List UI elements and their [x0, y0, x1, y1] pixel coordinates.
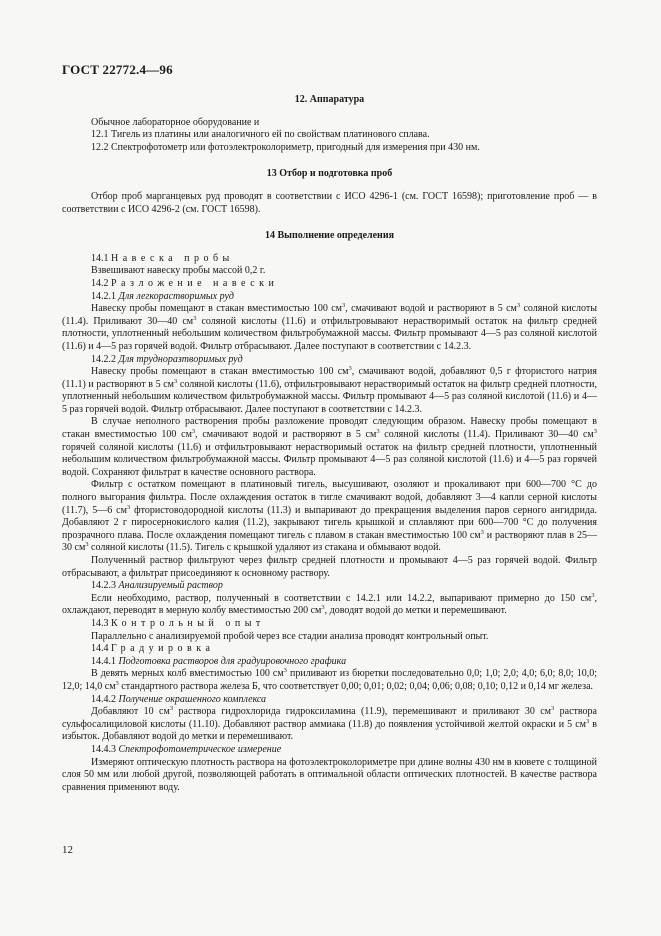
paragraph: Обычное лабораторное оборудование и [91, 116, 260, 128]
paragraph: Добавляют 10 $см^3$ раствора гидрохлорида гидроксиламина (11.9), перемешивают и приливают 30 $см^3$ раствора сульфосалициловой кислоты (11.10). Добавляют раствор аммиака (11.8) до появления устойчивой желтой окраски и 5 $см^3$ в избыток. Добавляют водой до метки и перемешивают. [62, 705, 597, 743]
section-12-title: 12. Аппаратура [294, 94, 365, 105]
subsection-heading: 14.4.1 Подготовка растворов для градуировочного графика [91, 655, 347, 667]
paragraph: В девять мерных колб вместимостью 100 $см^3$ приливают из бюретки последовательно 0,0; 1,0; 2,0; 4,0; 6,0; 8,0; 10,0; 12,0; 14,0 $см^3$ стандартного раствора железа Б, что соответствует 0,00; 0,01; 0,02; 0,04; 0,06; 0,08; 0,10; 0,12 и 0,14 мг железа. [62, 667, 597, 692]
subsection-heading: 14.2.3 Анализируемый раствор [91, 580, 223, 592]
subsection-heading: 14.4.3 Спектрофотометрическое измерение [91, 743, 282, 755]
paragraph: Фильтр с остатком помещают в платиновый тигель, высушивают, озоляют и прокаливают при 600—700 °С до полного выгорания фильтра. После охлаждения остаток в тигле смачивают водой, добавляют 3—4 капли серной кислоты (11.7), 5—6 $см^3$ фтористоводородной кислоты (11.3) и выпаривают до прекращения выделения паров серного ангидрида. Добавляют 2 г пиросернокислого калия (11.2), закрывают тигель крышкой и сплавляют при 600—700 °С до получения прозрачного плава. После охлаждения помещают тигель с плавом в стакан вместимостью 100 $см^3$ и растворяют плав в 25—30 $см^3$ соляной кислоты (11.5). Тигель с крышкой удаляют из стакана и обмывают водой. [62, 479, 597, 554]
subsection-heading: 14.1 Навеска пробы [91, 252, 234, 264]
paragraph: Навеску пробы помещают в стакан вместимостью 100 $см^3$, смачивают водой и растворяют в 5 $см^3$ соляной кислоты (11.4). Приливают 30—40 $см^3$ соляной кислоты (11.6) и отфильтровывают нерастворимый остаток на фильтр средней плотности, уплотненный небольшим количеством фильтробумажной массы. Фильтр промывают 4—5 раз соляной кислотой (11.6) и 4—5 раз горячей водой. Фильтр отбрасывают. Далее поступают в соответствии с 14.2.3. [62, 302, 597, 352]
page-number: 12 [62, 844, 73, 856]
section-13-title: 13 Отбор и подготовка проб [266, 168, 393, 180]
paragraph: Отбор проб марганцевых руд проводят в соответствии с ИСО 4296-1 (см. ГОСТ 16598); приготовление проб — в соответствии с ИСО 4296-2 (см. ГОСТ 16598). [62, 190, 597, 215]
paragraph: В случае неполного растворения пробы разложение проводят следующим образом. Навеску пробы помещают в стакан вместимостью 100 $см^3$, смачивают водой и растворяют в 5 $см^3$ соляной кислоты (11.4). Приливают 30—40 $см^3$ горячей соляной кислоты (11.6) и отфильтровывают нерастворимый остаток на фильтр средней плотности, уплотненный небольшим количеством фильтробумажной массы. Фильтр промывают 4—5 раз соляной кислотой (11.6) и 4—5 раз горячей водой. Сохраняют фильтрат в качестве основного раствора. [62, 416, 597, 478]
section-14-title: 14 Выполнение определения [265, 230, 394, 242]
paragraph: Измеряют оптическую плотность раствора на фотоэлектроколориметре при длине волны 430 нм в кювете с толщиной слоя 50 мм или любой другой, позволяющей работать в оптимальной области оптических плотностей. В качестве раствора сравнения применяют воду. [62, 756, 597, 793]
document-body [62, 88, 597, 794]
paragraph: Если необходимо, раствор, полученный в соответствии с 14.2.1 или 14.2.2, выпаривают примерно до 150 $см^3$, охлаждают, переводят в мерную колбу вместимостью 200 $см^3$, доводят водой до метки и перемешивают. [62, 591, 597, 617]
standard-code: ГОСТ 22772.4—96 [62, 62, 173, 77]
subsection-heading: 14.2 Разложение навески [91, 277, 279, 289]
subsection-heading: 14.3 Контрольный опыт [91, 617, 265, 629]
subsection-heading: 14.4 Градуировка [91, 643, 215, 655]
subsection-heading: 14.4.2 Получение окрашенного комплекса [91, 693, 267, 705]
paragraph: Навеску пробы помещают в стакан вместимостью 100 $см^3$, смачивают водой, добавляют 0,5 г фтористого натрия (11.1) и растворяют в 5 $см^3$ соляной кислоты (11.6), отфильтровывают нерастворимый остаток на фильтр средней плотности, уплотненный небольшим количеством фильтробумажной массы. Фильтр промывают 4—5 раз соляной кислотой (11.6) и 4—5 раз горячей водой. Фильтр отбрасывают. Далее поступают в соответствии с 14.2.3. [62, 365, 597, 415]
paragraph: 12.2 Спектрофотометр или фотоэлектроколориметр, пригодный для измерения при 430 нм. [91, 141, 480, 153]
paragraph: Взвешивают навеску пробы массой 0,2 г. [91, 265, 266, 277]
paragraph: 12.1 Тигель из платины или аналогичного ей по свойствам платинового сплава. [91, 129, 430, 141]
paragraph: Параллельно с анализируемой пробой через все стадии анализа проводят контрольный опыт. [91, 630, 489, 642]
subsection-heading: 14.2.2 Для трудноразтворимых руд [91, 353, 243, 365]
paragraph: Полученный раствор фильтруют через фильтр средней плотности и промывают 4—5 раз горячей водой. Фильтр отбрасывают, а фильтрат присоединяют к основному раствору. [62, 555, 597, 579]
subsection-heading: 14.2.1 Для легкорастворимых руд [91, 290, 234, 302]
